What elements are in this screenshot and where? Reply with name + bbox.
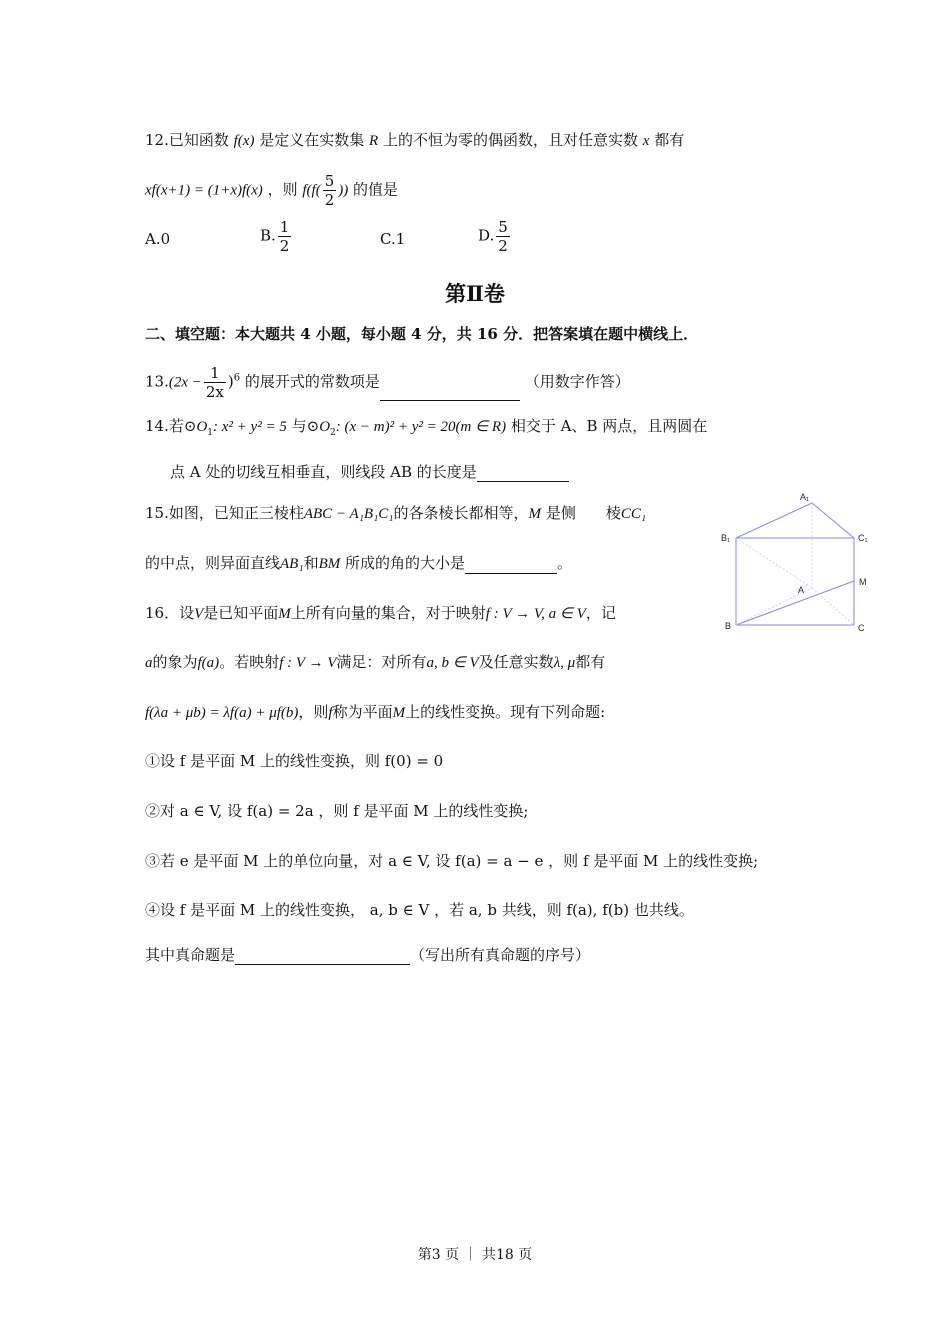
q12-equation: xf(x+1) = (1+x)f(x) [145, 182, 263, 199]
q12-option-d: D. $\frac{5}{2}$ [478, 218, 508, 255]
q16-answer-line: 其中真命题是 （写出所有真命题的序号） [145, 946, 591, 964]
q16-line2: a的象为f(a)。若映射f : V → V满足：对所有a, b ∈ V及任意实数λ, μ都有 [145, 653, 606, 671]
prism-figure [720, 490, 880, 640]
q16-proposition-2: ②对 a ∈ V, 设 f(a) = 2a ，则 f 是平面 M 上的线性变换; [145, 802, 529, 820]
q12-line2: xf(x+1) = (1+x)f(x) ，则 f(f( $\frac{5}{2}$ )) 的值是 [145, 172, 399, 209]
q13-line: 13.(2x − $\frac{1}{2x}$ )$^6$ 的展开式的常数项是 （用数字作答） [145, 364, 630, 401]
label-M: M [859, 577, 867, 587]
q12-option-b: B. $\frac{1}{2}$ [260, 218, 290, 255]
q16-line1: 16．设V是已知平面M上所有向量的集合，对于映射f : V → V, a ∈ V，记 [145, 604, 616, 622]
page-footer: 第3 页 ｜ 共18 页 [417, 1247, 533, 1263]
label-C: C [858, 623, 865, 633]
label-C1: C₁ [858, 533, 868, 543]
prism-edges [736, 503, 854, 625]
q13-answer-blank[interactable] [380, 384, 520, 401]
q16-proposition-1: ①设 f 是平面 M 上的线性变换，则 f(0) = 0 [145, 752, 444, 770]
q12-line1 [145, 130, 684, 151]
label-A1: A₁ [800, 492, 810, 502]
q16-line3: f(λa + μb) = λf(a) + μf(b)，则f称为平面M上的线性变换。现有下列命题: [145, 703, 606, 721]
q16-proposition-3: ③若 e 是平面 M 上的单位向量，对 a ∈ V, 设 f(a) = a − e ，则 f 是平面 M 上的线性变换; [145, 852, 759, 870]
q12-x: x [642, 133, 650, 149]
q12-fx: f(x) [233, 133, 255, 149]
q12-ff: f(f( [302, 182, 321, 199]
q12-R: R [369, 133, 379, 149]
q15-line1: 15.如图，已知正三棱柱ABC − A₁B₁C₁的各条棱长都相等，M 是侧 棱CC₁ [145, 504, 647, 522]
q12-text: ，则 [267, 180, 298, 199]
q14-line2: 点 A 处的切线互相垂直，则线段 AB 的长度是 [170, 462, 569, 482]
q12-option-a: A.0 [145, 230, 171, 248]
q14-line1: 14.若$⊙O_1$: x² + y² = 5 与$⊙O_2$: (x − m)² + y² = 20(m ∈ R) 相交于 A、B 两点，且两圆在 [145, 417, 708, 438]
q14-answer-blank[interactable] [477, 465, 569, 482]
q12-text: 12.已知函数 [145, 131, 229, 149]
label-B1: B₁ [721, 533, 731, 543]
q15-line2: 的中点，则异面直线AB₁和BM 所成的角的大小是 。 [145, 554, 573, 572]
section-title: 第Ⅱ卷 [445, 281, 505, 306]
q12-option-c: C.1 [380, 230, 406, 248]
q12-frac: $\frac{5}{2}$ [324, 172, 335, 209]
q13-frac: $\frac{1}{2x}$ [205, 364, 224, 401]
prism-hidden-edges [736, 503, 854, 625]
label-B: B [725, 621, 732, 631]
q16-proposition-4: ④设 f 是平面 M 上的线性变换， a, b ∈ V ，若 a, b 共线，则 f(a), f(b) 也共线。 [145, 901, 694, 919]
q12-text: 都有 [654, 131, 685, 149]
section2-header: 二、填空题：本大题共 4 小题，每小题 4 分，共 16 分．把答案填在题中横线上． [145, 325, 699, 343]
q12-text: 上的不恒为零的偶函数，且对任意实数 [383, 131, 639, 149]
q12-text: 的值是 [353, 180, 399, 199]
q15-answer-blank[interactable] [465, 557, 557, 574]
q16-answer-blank[interactable] [235, 948, 410, 965]
label-A: A [798, 585, 805, 595]
q12-text: 是定义在实数集 [259, 131, 365, 149]
